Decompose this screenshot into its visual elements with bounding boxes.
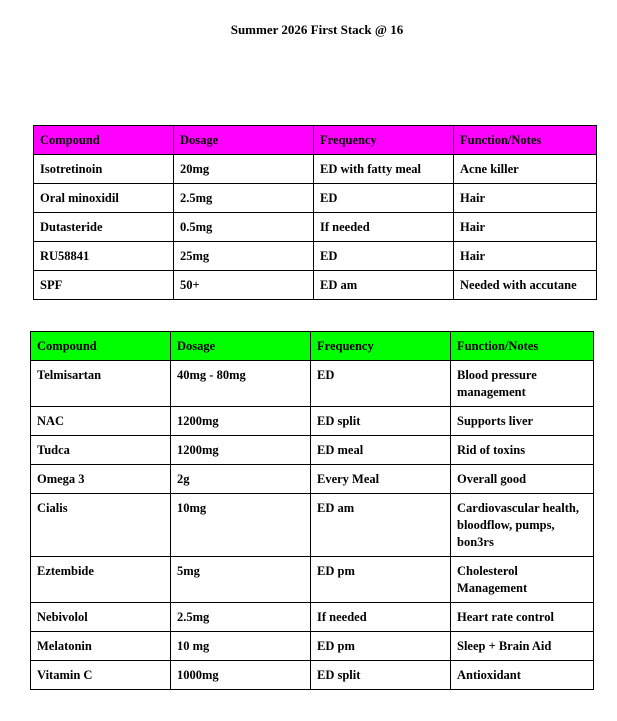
cell-frequency: ED meal [311, 436, 451, 465]
table-row [31, 632, 594, 661]
cell-function-notes: Cardiovascular health, bloodflow, pumps, bon3rs [451, 494, 594, 557]
cell-compound: RU58841 [34, 242, 174, 271]
cell-dosage: 25mg [174, 242, 314, 271]
cell-compound: Telmisartan [31, 361, 171, 407]
cell-function-notes: Hair [454, 213, 597, 242]
cell-frequency: ED with fatty meal [314, 155, 454, 184]
cell-dosage: 40mg - 80mg [171, 361, 311, 407]
cell-frequency: If needed [314, 213, 454, 242]
cell-compound: NAC [31, 407, 171, 436]
cell-frequency: ED pm [311, 557, 451, 603]
cell-function-notes: Hair [454, 184, 597, 213]
cell-function-notes: Cholesterol Management [451, 557, 594, 603]
cell-function-notes: Heart rate control [451, 603, 594, 632]
cell-function-notes: Supports liver [451, 407, 594, 436]
cell-frequency: ED [311, 361, 451, 407]
cell-function-notes: Hair [454, 242, 597, 271]
cell-frequency: ED [314, 242, 454, 271]
cell-compound: Isotretinoin [34, 155, 174, 184]
cell-dosage: 10 mg [171, 632, 311, 661]
cell-frequency: ED am [311, 494, 451, 557]
cell-dosage: 1200mg [171, 436, 311, 465]
cell-compound: Omega 3 [31, 465, 171, 494]
table-row [31, 465, 594, 494]
stack-table-2 [30, 331, 594, 690]
cell-function-notes: Blood pressure management [451, 361, 594, 407]
cell-frequency: ED [314, 184, 454, 213]
cell-dosage: 2.5mg [174, 184, 314, 213]
table-row [31, 436, 594, 465]
table-header-row [31, 332, 594, 361]
cell-compound: SPF [34, 271, 174, 300]
table-row [34, 271, 597, 300]
table-row [31, 557, 594, 603]
cell-frequency: Every Meal [311, 465, 451, 494]
table-row [34, 155, 597, 184]
cell-frequency: ED pm [311, 632, 451, 661]
column-header-compound: Compound [34, 126, 174, 155]
table-row [31, 407, 594, 436]
cell-function-notes: Antioxidant [451, 661, 594, 690]
document-title: Summer 2026 First Stack @ 16 [230, 22, 404, 37]
cell-compound: Tudca [31, 436, 171, 465]
table-row [31, 603, 594, 632]
column-header-frequency: Frequency [314, 126, 454, 155]
cell-function-notes: Overall good [451, 465, 594, 494]
cell-compound: Melatonin [31, 632, 171, 661]
cell-dosage: 1200mg [171, 407, 311, 436]
cell-frequency: ED split [311, 407, 451, 436]
table-row [31, 661, 594, 690]
table-row [31, 361, 594, 407]
cell-function-notes: Acne killer [454, 155, 597, 184]
cell-function-notes: Rid of toxins [451, 436, 594, 465]
cell-dosage: 2g [171, 465, 311, 494]
column-header-dosage: Dosage [174, 126, 314, 155]
table-row [31, 494, 594, 557]
column-header-dosage: Dosage [171, 332, 311, 361]
column-header-function-notes: Function/Notes [454, 126, 597, 155]
column-header-function-notes: Function/Notes [451, 332, 594, 361]
column-header-compound: Compound [31, 332, 171, 361]
cell-compound: Dutasteride [34, 213, 174, 242]
cell-dosage: 10mg [171, 494, 311, 557]
table-header-row [34, 126, 597, 155]
cell-dosage: 5mg [171, 557, 311, 603]
cell-dosage: 0.5mg [174, 213, 314, 242]
cell-compound: Cialis [31, 494, 171, 557]
cell-frequency: If needed [311, 603, 451, 632]
cell-frequency: ED split [311, 661, 451, 690]
cell-function-notes: Needed with accutane [454, 271, 597, 300]
cell-frequency: ED am [314, 271, 454, 300]
cell-dosage: 50+ [174, 271, 314, 300]
cell-function-notes: Sleep + Brain Aid [451, 632, 594, 661]
cell-compound: Nebivolol [31, 603, 171, 632]
table-row [34, 242, 597, 271]
stack-table-1 [33, 125, 597, 300]
cell-dosage: 1000mg [171, 661, 311, 690]
column-header-frequency: Frequency [311, 332, 451, 361]
cell-dosage: 20mg [174, 155, 314, 184]
cell-dosage: 2.5mg [171, 603, 311, 632]
table-row [34, 213, 597, 242]
table-row [34, 184, 597, 213]
cell-compound: Oral minoxidil [34, 184, 174, 213]
cell-compound: Vitamin C [31, 661, 171, 690]
cell-compound: Eztembide [31, 557, 171, 603]
